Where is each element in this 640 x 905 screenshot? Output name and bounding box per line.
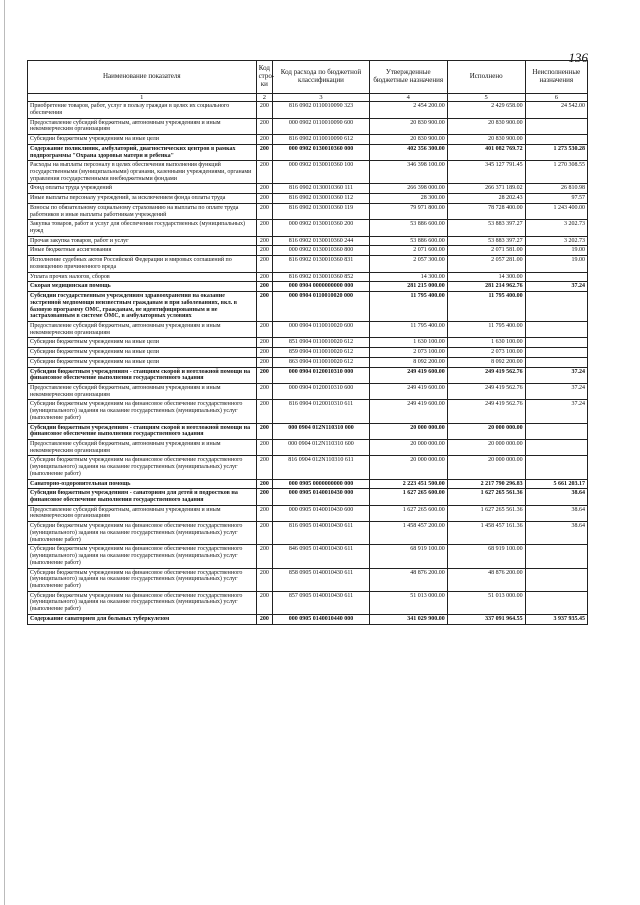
row-approved: 402 356 300.00 [369,144,447,160]
row-approved: 8 092 200.00 [369,357,447,367]
row-classification: 000 0905 0000000000 000 [273,479,370,489]
row-unexecuted: 37.24 [525,383,587,399]
row-classification: 816 0902 0130010360 831 [273,256,370,272]
row-executed: 20 000 000.00 [447,423,525,439]
row-name: Субсидии бюджетным учреждениям на финансовое обеспечение государственного (муниципального) задания на оказание государственных (муниципальных) услуг (выполнение работ) [28,456,257,479]
row-classification: 000 0902 0130010360 200 [273,220,370,236]
row-unexecuted [525,456,587,479]
row-executed: 1 458 457 161.36 [447,522,525,545]
row-executed: 2 073 100.00 [447,348,525,358]
row-code: 200 [256,489,273,505]
row-code: 200 [256,568,273,591]
row-classification: 000 0902 0110010090 600 [273,118,370,134]
row-code: 200 [256,338,273,348]
row-unexecuted [525,338,587,348]
row-classification: 000 0902 0130010360 000 [273,144,370,160]
row-classification: 816 0902 0130010360 244 [273,236,370,246]
row-approved: 266 398 000.00 [369,184,447,194]
row-unexecuted: 3 937 935.45 [525,614,587,624]
table-row [28,256,588,272]
table-row [28,272,588,282]
row-code: 200 [256,203,273,219]
row-unexecuted: 19.00 [525,246,587,256]
row-unexecuted: 38.64 [525,505,587,521]
row-classification: 000 0904 012N110310 000 [273,423,370,439]
row-name: Субсидии бюджетным учреждениям на финансовое обеспечение государственного (муниципального) задания на оказание государственных (муниципальных) услуг (выполнение работ) [28,591,257,614]
row-unexecuted [525,568,587,591]
row-name: Содержание санаториев для больных туберкулезом [28,614,257,624]
row-unexecuted [525,272,587,282]
row-classification: 000 0904 0110010020 600 [273,321,370,337]
row-executed: 249 419 562.76 [447,400,525,423]
row-approved: 249 419 600.00 [369,383,447,399]
row-classification: 816 0902 0130010360 112 [273,194,370,204]
row-executed: 401 082 769.72 [447,144,525,160]
table-row [28,135,588,145]
row-approved: 11 795 400.00 [369,321,447,337]
row-executed: 2 429 658.00 [447,102,525,118]
row-classification: 816 0904 0120010310 611 [273,400,370,423]
row-unexecuted [525,118,587,134]
table-row [28,423,588,439]
row-unexecuted: 5 661 203.17 [525,479,587,489]
row-approved: 249 419 600.00 [369,367,447,383]
row-code: 200 [256,135,273,145]
row-classification: 000 0905 0140010430 600 [273,505,370,521]
row-approved: 51 013 000.00 [369,591,447,614]
table-row [28,161,588,184]
table-row [28,246,588,256]
column-number: 6 [525,94,587,102]
row-executed: 11 795 400.00 [447,292,525,322]
row-approved: 1 630 100.00 [369,338,447,348]
row-code: 200 [256,292,273,322]
row-classification: 857 0905 0140010430 611 [273,591,370,614]
row-name: Предоставление субсидий бюджетным, автономным учреждениям и иным некоммерческим организациям [28,383,257,399]
row-approved: 346 398 100.00 [369,161,447,184]
table-row [28,236,588,246]
row-classification: 000 0904 0110010020 000 [273,292,370,322]
row-code: 200 [256,102,273,118]
row-classification: 000 0904 0120010310 000 [273,367,370,383]
row-executed: 2 071 581.00 [447,246,525,256]
table-row [28,321,588,337]
row-unexecuted [525,423,587,439]
row-unexecuted: 24 542.00 [525,102,587,118]
row-classification: 816 0902 0130010360 119 [273,203,370,219]
row-unexecuted: 26 810.98 [525,184,587,194]
row-unexecuted: 97.57 [525,194,587,204]
row-classification: 816 0902 0110010090 612 [273,135,370,145]
row-code: 200 [256,440,273,456]
row-classification: 816 0902 0130010360 852 [273,272,370,282]
row-unexecuted: 3 202.73 [525,236,587,246]
table-row [28,118,588,134]
row-name: Скорая медицинская помощь [28,282,257,292]
row-name: Субсидии бюджетным учреждениям - станциям скорой и неотложной помощи на финансовое обеспечение выполнения государственного задания [28,367,257,383]
row-executed: 345 127 791.45 [447,161,525,184]
table-row [28,479,588,489]
row-approved: 281 215 000.00 [369,282,447,292]
row-code: 200 [256,400,273,423]
row-code: 200 [256,246,273,256]
row-approved: 68 919 100.00 [369,545,447,568]
row-classification: 000 0905 0140010440 000 [273,614,370,624]
row-executed: 8 092 200.00 [447,357,525,367]
table-row [28,522,588,545]
row-code: 200 [256,282,273,292]
row-classification: 858 0905 0140010430 611 [273,568,370,591]
row-approved: 341 029 900.00 [369,614,447,624]
header-code: Код стро-ки [256,61,273,94]
row-executed: 20 830 900.00 [447,135,525,145]
row-executed: 14 300.00 [447,272,525,282]
table-row [28,292,588,322]
table-body [28,102,588,624]
row-approved: 53 886 600.00 [369,236,447,246]
table-row [28,614,588,624]
row-code: 200 [256,272,273,282]
table-row [28,489,588,505]
row-classification: 846 0905 0140010430 611 [273,545,370,568]
header-unexecuted: Неисполненные назначения [525,61,587,94]
row-code: 200 [256,236,273,246]
row-classification: 000 0905 0140010430 000 [273,489,370,505]
row-approved: 1 458 457 200.00 [369,522,447,545]
row-approved: 20 000 000.00 [369,440,447,456]
row-unexecuted: 1 243 400.00 [525,203,587,219]
row-name: Исполнение судебных актов Российской Федерации и мировых соглашений по возмещению причиненного вреда [28,256,257,272]
table-row [28,184,588,194]
row-classification: 000 0902 0130010360 100 [273,161,370,184]
row-approved: 20 000 000.00 [369,423,447,439]
row-name: Фонд оплаты труда учреждений [28,184,257,194]
table-row [28,505,588,521]
table-row [28,357,588,367]
row-name: Приобретение товаров, работ, услуг в пользу граждан в целях их социального обеспечения [28,102,257,118]
row-classification: 000 0904 012N110310 600 [273,440,370,456]
row-unexecuted [525,440,587,456]
row-classification: 859 0904 0110010020 612 [273,348,370,358]
row-approved: 2 073 100.00 [369,348,447,358]
row-approved: 53 886 600.00 [369,220,447,236]
row-executed: 2 217 790 296.83 [447,479,525,489]
row-approved: 249 419 600.00 [369,400,447,423]
row-name: Субсидии бюджетным учреждениям на финансовое обеспечение государственного (муниципального) задания на оказание государственных (муниципальных) услуг (выполнение работ) [28,400,257,423]
row-name: Субсидии бюджетным учреждениям на иные цели [28,338,257,348]
row-name: Иные выплаты персоналу учреждений, за исключением фонда оплаты труда [28,194,257,204]
row-approved: 1 627 265 600.00 [369,489,447,505]
row-classification: 000 0904 0120010310 600 [273,383,370,399]
table-row [28,338,588,348]
column-number: 1 [28,94,257,102]
row-name: Субсидии государственным учреждениям здравоохранения на оказание экстренной медпомощи неизвестным гражданам и при заболеваниях, вкл. в базовую программу ОМС, гражданам, не идентифицированным и не застрахованным в системе ОМС, в амбулаторных условиях [28,292,257,322]
budget-execution-table [27,60,588,625]
row-executed: 1 627 265 561.36 [447,489,525,505]
row-name: Предоставление субсидий бюджетным, автономным учреждениям и иным некоммерческим организациям [28,118,257,134]
row-name: Иные бюджетные ассигнования [28,246,257,256]
table-row [28,348,588,358]
row-unexecuted [525,135,587,145]
row-unexecuted: 37.24 [525,282,587,292]
row-name: Санаторно-оздоровительная помощь [28,479,257,489]
row-executed: 11 795 400.00 [447,321,525,337]
row-name: Субсидии бюджетным учреждениям на иные цели [28,348,257,358]
row-name: Субсидии бюджетным учреждениям на иные цели [28,357,257,367]
row-unexecuted [525,357,587,367]
row-classification: 000 0904 0000000000 000 [273,282,370,292]
row-classification: 816 0902 0130010360 111 [273,184,370,194]
row-code: 200 [256,256,273,272]
header-name: Наименование показателя [28,61,257,94]
row-executed: 78 728 400.00 [447,203,525,219]
row-name: Субсидии бюджетным учреждениям - санаториям для детей и подростков на финансовое обеспечение выполнения государственного задания [28,489,257,505]
row-classification: 816 0904 012N110310 611 [273,456,370,479]
row-executed: 51 013 000.00 [447,591,525,614]
row-name: Прочая закупка товаров, работ и услуг [28,236,257,246]
row-code: 200 [256,118,273,134]
row-name: Взносы по обязательному социальному страхованию на выплаты по оплате труда работников и иные выплаты работникам учреждений [28,203,257,219]
row-classification: 816 0902 0110010090 323 [273,102,370,118]
row-executed: 68 919 100.00 [447,545,525,568]
row-approved: 20 000 000.00 [369,456,447,479]
row-unexecuted: 37.24 [525,367,587,383]
row-code: 200 [256,194,273,204]
row-name: Субсидии бюджетным учреждениям на финансовое обеспечение государственного (муниципального) задания на оказание государственных (муниципальных) услуг (выполнение работ) [28,522,257,545]
table-row [28,144,588,160]
row-executed: 249 419 562.76 [447,383,525,399]
table-row [28,102,588,118]
row-unexecuted [525,591,587,614]
row-approved: 1 627 265 600.00 [369,505,447,521]
row-unexecuted: 1 273 530.28 [525,144,587,160]
row-name: Субсидии бюджетным учреждениям на иные цели [28,135,257,145]
row-classification: 000 0902 0130010360 800 [273,246,370,256]
row-executed: 266 371 189.02 [447,184,525,194]
row-unexecuted [525,321,587,337]
row-executed: 249 419 562.76 [447,367,525,383]
row-name: Предоставление субсидий бюджетным, автономным учреждениям и иным некоммерческим организациям [28,505,257,521]
column-number: 4 [369,94,447,102]
header-classification: Код расхода по бюджетной классификации [273,61,370,94]
table-row [28,383,588,399]
row-unexecuted [525,348,587,358]
row-name: Расходы на выплаты персоналу в целях обеспечения выполнения функций государственными (муниципальными) органами, казенными учреждениями, органами управления государственными внебюджетными фондами [28,161,257,184]
column-number: 5 [447,94,525,102]
row-executed: 1 630 100.00 [447,338,525,348]
row-code: 200 [256,184,273,194]
row-approved: 2 223 451 500.00 [369,479,447,489]
table-row [28,568,588,591]
row-approved: 48 876 200.00 [369,568,447,591]
row-name: Закупка товаров, работ и услуг для обеспечения государственных (муниципальных) нужд [28,220,257,236]
row-code: 200 [256,220,273,236]
row-code: 200 [256,357,273,367]
row-classification: 863 0904 0110010020 612 [273,357,370,367]
row-approved: 11 795 400.00 [369,292,447,322]
table-row [28,282,588,292]
row-name: Предоставление субсидий бюджетным, автономным учреждениям и иным некоммерческим организациям [28,440,257,456]
row-code: 200 [256,505,273,521]
table-row [28,456,588,479]
row-executed: 53 883 397.27 [447,236,525,246]
row-code: 200 [256,545,273,568]
row-executed: 1 627 265 561.36 [447,505,525,521]
row-name: Уплата прочих налогов, сборов [28,272,257,282]
table-header-row [28,61,588,94]
row-unexecuted: 19.00 [525,256,587,272]
row-code: 200 [256,161,273,184]
row-approved: 14 300.00 [369,272,447,282]
row-classification: 816 0905 0140010430 611 [273,522,370,545]
row-unexecuted: 38.64 [525,489,587,505]
row-code: 200 [256,348,273,358]
row-executed: 20 000 000.00 [447,456,525,479]
row-name: Субсидии бюджетным учреждениям - станциям скорой и неотложной помощи на финансовое обеспечение выполнения государственного задания [28,423,257,439]
row-unexecuted: 37.24 [525,400,587,423]
table-row [28,367,588,383]
row-executed: 281 214 962.76 [447,282,525,292]
table-row [28,440,588,456]
row-executed: 2 057 281.00 [447,256,525,272]
row-name: Предоставление субсидий бюджетным, автономным учреждениям и иным некоммерческим организациям [28,321,257,337]
row-code: 200 [256,522,273,545]
row-approved: 2 454 200.00 [369,102,447,118]
page-number: 136 [568,50,588,65]
row-unexecuted: 3 202.73 [525,220,587,236]
row-unexecuted: 38.64 [525,522,587,545]
table-row [28,545,588,568]
column-number: 2 [256,94,273,102]
row-name: Субсидии бюджетным учреждениям на финансовое обеспечение государственного (муниципального) задания на оказание государственных (муниципальных) услуг (выполнение работ) [28,568,257,591]
row-approved: 2 057 300.00 [369,256,447,272]
row-executed: 337 091 964.55 [447,614,525,624]
row-code: 200 [256,383,273,399]
row-name: Содержание поликлиник, амбулаторий, диагностических центров в рамках подпрограммы "Охрана здоровья матери и ребенка" [28,144,257,160]
row-executed: 20 000 000.00 [447,440,525,456]
table-row [28,400,588,423]
row-executed: 53 883 397.27 [447,220,525,236]
column-number: 3 [273,94,370,102]
row-executed: 20 830 900.00 [447,118,525,134]
table-row [28,591,588,614]
table-row [28,203,588,219]
row-classification: 851 0904 0110010020 612 [273,338,370,348]
row-approved: 20 830 900.00 [369,118,447,134]
row-code: 200 [256,321,273,337]
row-approved: 20 830 900.00 [369,135,447,145]
header-approved: Утвержденные бюджетные назначения [369,61,447,94]
row-unexecuted [525,545,587,568]
row-approved: 2 071 600.00 [369,246,447,256]
row-approved: 28 300.00 [369,194,447,204]
row-code: 200 [256,144,273,160]
table-row [28,220,588,236]
row-executed: 48 876 200.00 [447,568,525,591]
row-code: 200 [256,367,273,383]
row-code: 200 [256,423,273,439]
table-row [28,194,588,204]
row-code: 200 [256,591,273,614]
column-number-row [28,94,588,102]
row-approved: 79 971 800.00 [369,203,447,219]
scan-edge [4,0,5,905]
header-executed: Исполнено [447,61,525,94]
row-executed: 28 202.43 [447,194,525,204]
row-code: 200 [256,456,273,479]
row-code: 200 [256,479,273,489]
row-code: 200 [256,614,273,624]
row-name: Субсидии бюджетным учреждениям на финансовое обеспечение государственного (муниципального) задания на оказание государственных (муниципальных) услуг (выполнение работ) [28,545,257,568]
row-unexecuted: 1 270 308.55 [525,161,587,184]
row-unexecuted [525,292,587,322]
